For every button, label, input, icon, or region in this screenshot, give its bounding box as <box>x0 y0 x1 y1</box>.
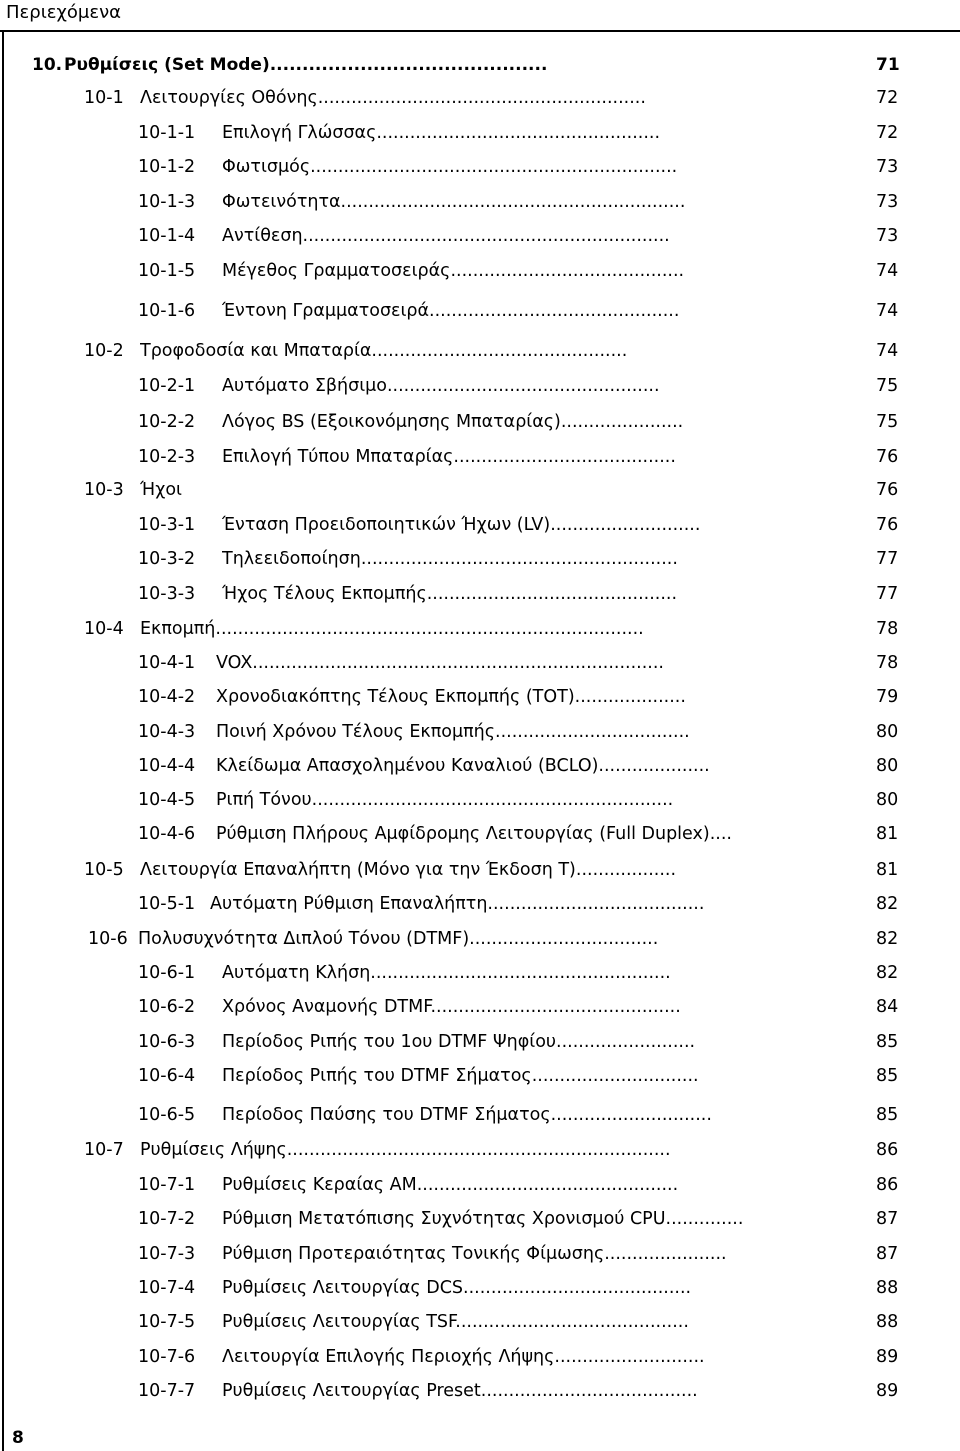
toc-entry-title: Επιλογή Τύπου Μπαταρίας........................................ <box>222 447 676 467</box>
toc-entry-page: 73 <box>876 192 899 212</box>
toc-entry-number: 10-6-2 <box>138 997 196 1017</box>
toc-entry-page: 85 <box>876 1105 899 1125</box>
toc-entry[interactable] <box>0 1138 920 1162</box>
toc-entry-number: 10-4-4 <box>138 756 196 776</box>
toc-entry-number: 10-4-5 <box>138 790 196 810</box>
toc-entry-title: Ένταση Προειδοποιητικών Ήχων (LV)........................... <box>222 515 701 535</box>
toc-entry-page: 85 <box>876 1066 899 1086</box>
toc-entry-title: Χρόνος Αναμονής DTMF............................................. <box>222 997 681 1017</box>
toc-entry[interactable] <box>0 190 920 214</box>
toc-entry[interactable] <box>0 858 920 882</box>
toc-entry-page: 76 <box>876 447 899 467</box>
toc-entry-page: 80 <box>876 790 899 810</box>
toc-entry-title: Αυτόματο Σβήσιμο................................................. <box>222 376 660 396</box>
toc-entry-title: Αντίθεση.................................................................. <box>222 226 670 246</box>
toc-entry[interactable] <box>0 1379 920 1403</box>
toc-entry[interactable] <box>0 1242 920 1266</box>
page-header-title: Περιεχόμενα <box>6 2 122 23</box>
toc-entry-number: 10-1-1 <box>138 123 196 143</box>
toc-entry-number: 10-4 <box>84 619 124 639</box>
header-rule <box>0 30 960 32</box>
toc-entry-number: 10-7-2 <box>138 1209 196 1229</box>
toc-entry[interactable] <box>0 1103 920 1127</box>
toc-entry-title: Ποινή Χρόνου Τέλους Εκπομπής................................... <box>216 722 690 742</box>
toc-entry-number: 10-7-6 <box>138 1347 196 1367</box>
toc-entry[interactable] <box>0 754 920 778</box>
toc-entry[interactable] <box>0 1276 920 1300</box>
toc-entry-title: Ρυθμίσεις Λήψης..................................................................... <box>140 1140 671 1160</box>
toc-entry-title: Ήχος Τέλους Εκπομπής............................................. <box>222 584 678 604</box>
toc-entry-number: 10-4-3 <box>138 722 196 742</box>
toc-entry[interactable] <box>0 961 920 985</box>
toc-entry[interactable] <box>0 822 920 846</box>
toc-entry[interactable] <box>0 547 920 571</box>
toc-entry-page: 71 <box>876 55 900 75</box>
toc-entry-number: 10-1-6 <box>138 301 196 321</box>
toc-entry-page: 81 <box>876 860 899 880</box>
toc-entry-page: 74 <box>876 301 899 321</box>
toc-entry[interactable] <box>0 720 920 744</box>
toc-entry[interactable] <box>0 410 920 434</box>
toc-entry-number: 10-6-4 <box>138 1066 196 1086</box>
toc-entry[interactable] <box>0 582 920 606</box>
toc-entry-number: 10-7-3 <box>138 1244 196 1264</box>
toc-entry-title: Ριπή Τόνου................................................................. <box>216 790 674 810</box>
toc-entry-title: Κλείδωμα Απασχολημένου Καναλιού (BCLO).................... <box>216 756 710 776</box>
toc-entry[interactable] <box>0 374 920 398</box>
toc-entry[interactable] <box>0 224 920 248</box>
toc-entry-page: 78 <box>876 653 899 673</box>
toc-entry-number: 10-6 <box>88 929 128 949</box>
toc-entry-title: Λειτουργία Επαναλήπτη (Μόνο για την Έκδοση Τ).................. <box>140 860 677 880</box>
toc-entry-number: 10-4-1 <box>138 653 196 673</box>
toc-entry[interactable] <box>0 53 920 77</box>
toc-entry-page: 76 <box>876 480 899 500</box>
toc-entry-title: Αυτόματη Κλήση...................................................... <box>222 963 671 983</box>
toc-entry-page: 79 <box>876 687 899 707</box>
toc-entry-page: 72 <box>876 123 899 143</box>
toc-entry-title: Μέγεθος Γραμματοσειράς.......................................... <box>222 261 685 281</box>
toc-entry[interactable] <box>0 478 920 502</box>
toc-entry-title: Λειτουργία Επιλογής Περιοχής Λήψης........................... <box>222 1347 705 1367</box>
toc-entry-number: 10-2 <box>84 341 124 361</box>
toc-entry[interactable] <box>0 1310 920 1334</box>
toc-entry-page: 74 <box>876 341 899 361</box>
toc-entry-number: 10-3 <box>84 480 124 500</box>
toc-entry-page: 77 <box>876 549 899 569</box>
toc-entry[interactable] <box>0 1030 920 1054</box>
toc-entry-page: 84 <box>876 997 899 1017</box>
toc-entry-title: Φωτεινότητα.............................................................. <box>222 192 686 212</box>
toc-entry-page: 82 <box>876 963 899 983</box>
toc-entry-title: Ρυθμίσεις Λειτουργίας Preset....................................... <box>222 1381 698 1401</box>
toc-entry[interactable] <box>0 86 920 110</box>
toc-entry-title: Περίοδος Ριπής του DTMF Σήματος.............................. <box>222 1066 699 1086</box>
toc-entry-number: 10-7-5 <box>138 1312 196 1332</box>
toc-entry-title: Λόγος BS (Εξοικονόμησης Μπαταρίας)...................... <box>222 412 684 432</box>
toc-entry-number: 10-6-5 <box>138 1105 196 1125</box>
toc-entry-number: 10-1-5 <box>138 261 196 281</box>
toc-entry-page: 76 <box>876 515 899 535</box>
toc-entry-number: 10-2-2 <box>138 412 196 432</box>
toc-entry[interactable] <box>0 339 920 363</box>
toc-entry-page: 75 <box>876 376 899 396</box>
toc-entry-number: 10-6-1 <box>138 963 196 983</box>
toc-entry-title: Ρυθμίσεις Κεραίας AM............................................... <box>222 1175 679 1195</box>
toc-entry-page: 80 <box>876 756 899 776</box>
toc-entry[interactable] <box>0 685 920 709</box>
toc-entry-page: 86 <box>876 1175 899 1195</box>
toc-entry-title: Ρυθμίσεις Λειτουργίας DCS......................................... <box>222 1278 692 1298</box>
toc-entry-title: Ήχοι <box>140 480 182 500</box>
toc-entry-title: VOX.......................................................................... <box>216 653 664 673</box>
toc-entry[interactable] <box>0 259 920 283</box>
toc-entry-page: 85 <box>876 1032 899 1052</box>
toc-entry-number: 10-6-3 <box>138 1032 196 1052</box>
toc-entry-page: 89 <box>876 1381 899 1401</box>
toc-entry-page: 73 <box>876 226 899 246</box>
toc-entry-title: Επιλογή Γλώσσας................................................... <box>222 123 661 143</box>
toc-entry-page: 78 <box>876 619 899 639</box>
toc-entry-number: 10-7-7 <box>138 1381 196 1401</box>
toc-entry-number: 10-7-1 <box>138 1175 196 1195</box>
toc-entry-page: 74 <box>876 261 899 281</box>
toc-entry-page: 82 <box>876 894 899 914</box>
toc-entry-number: 10-4-2 <box>138 687 196 707</box>
toc-entry-title: Πολυσυχνότητα Διπλού Τόνου (DTMF).................................. <box>138 929 659 949</box>
toc-entry-page: 87 <box>876 1209 899 1229</box>
toc-entry-title: Περίοδος Ριπής του 1ου DTMF Ψηφίου......................... <box>222 1032 696 1052</box>
toc-entry[interactable] <box>0 1064 920 1088</box>
toc-entry-number: 10-7-4 <box>138 1278 196 1298</box>
toc-entry-page: 81 <box>876 824 899 844</box>
toc-entry-title: Αυτόματη Ρύθμιση Επαναλήπτη....................................... <box>210 894 705 914</box>
toc-entry-page: 88 <box>876 1312 899 1332</box>
toc-entry-number: 10-1 <box>84 88 124 108</box>
toc-entry-title: Τηλεειδοποίηση......................................................... <box>222 549 678 569</box>
toc-entry-number: 10-1-3 <box>138 192 196 212</box>
toc-entry-title: Φωτισμός.................................................................. <box>222 157 678 177</box>
toc-entry-number: 10-3-2 <box>138 549 196 569</box>
toc-entry-title: Ρύθμιση Προτεραιότητας Τονικής Φίμωσης...................... <box>222 1244 727 1264</box>
toc-entry-page: 77 <box>876 584 899 604</box>
toc-entry-number: 10-2-3 <box>138 447 196 467</box>
toc-entry-page: 88 <box>876 1278 899 1298</box>
toc-entry[interactable] <box>0 927 920 951</box>
toc-entry-title: Τροφοδοσία και Μπαταρία.............................................. <box>140 341 628 361</box>
toc-entry[interactable] <box>0 445 920 469</box>
toc-entry[interactable] <box>0 121 920 145</box>
toc-entry-title: Λειτουργίες Οθόνης........................................................... <box>140 88 646 108</box>
toc-entry[interactable] <box>0 995 920 1019</box>
toc-entry-page: 73 <box>876 157 899 177</box>
toc-entry-title: Ρυθμίσεις Λειτουργίας TSF.......................................... <box>222 1312 689 1332</box>
toc-entry-number: 10-3-3 <box>138 584 196 604</box>
toc-entry-number: 10-1-4 <box>138 226 196 246</box>
toc-entry-title: Ρύθμιση Πλήρους Αμφίδρομης Λειτουργίας (Full Duplex).... <box>216 824 732 844</box>
toc-entry-number: 10-5 <box>84 860 124 880</box>
toc-entry-title: Ρυθμίσεις (Set Mode)........................................... <box>64 55 548 75</box>
toc-entry[interactable] <box>0 299 920 323</box>
toc-entry-title: Περίοδος Παύσης του DTMF Σήματος............................. <box>222 1105 712 1125</box>
toc-entry-page: 72 <box>876 88 899 108</box>
toc-entry-title: Έντονη Γραμματοσειρά............................................. <box>222 301 680 321</box>
toc-entry-page: 89 <box>876 1347 899 1367</box>
toc-entry[interactable] <box>0 788 920 812</box>
toc-entry-page: 80 <box>876 722 899 742</box>
toc-entry-number: 10-2-1 <box>138 376 196 396</box>
toc-entry-number: 10-4-6 <box>138 824 196 844</box>
toc-entry[interactable] <box>0 1173 920 1197</box>
toc-entry-number: 10. <box>32 55 63 75</box>
toc-entry-title: Ρύθμιση Μετατόπισης Συχνότητας Χρονισμού CPU.............. <box>222 1209 744 1229</box>
toc-entry[interactable] <box>0 892 920 916</box>
toc-entry-number: 10-1-2 <box>138 157 196 177</box>
toc-entry-number: 10-5-1 <box>138 894 196 914</box>
toc-entry-page: 82 <box>876 929 899 949</box>
toc-entry[interactable] <box>0 513 920 537</box>
toc-entry-number: 10-7 <box>84 1140 124 1160</box>
page-number: 8 <box>12 1428 24 1448</box>
toc-entry[interactable] <box>0 617 920 641</box>
toc-entry-number: 10-3-1 <box>138 515 196 535</box>
toc-entry[interactable] <box>0 155 920 179</box>
toc-entry[interactable] <box>0 651 920 675</box>
toc-entry[interactable] <box>0 1207 920 1231</box>
toc-entry-page: 75 <box>876 412 899 432</box>
toc-entry-title: Εκπομπή............................................................................. <box>140 619 644 639</box>
toc-entry[interactable] <box>0 1345 920 1369</box>
toc-entry-page: 87 <box>876 1244 899 1264</box>
toc-entry-title: Χρονοδιακόπτης Τέλους Εκπομπής (TOT).................... <box>216 687 686 707</box>
toc-entry-page: 86 <box>876 1140 899 1160</box>
